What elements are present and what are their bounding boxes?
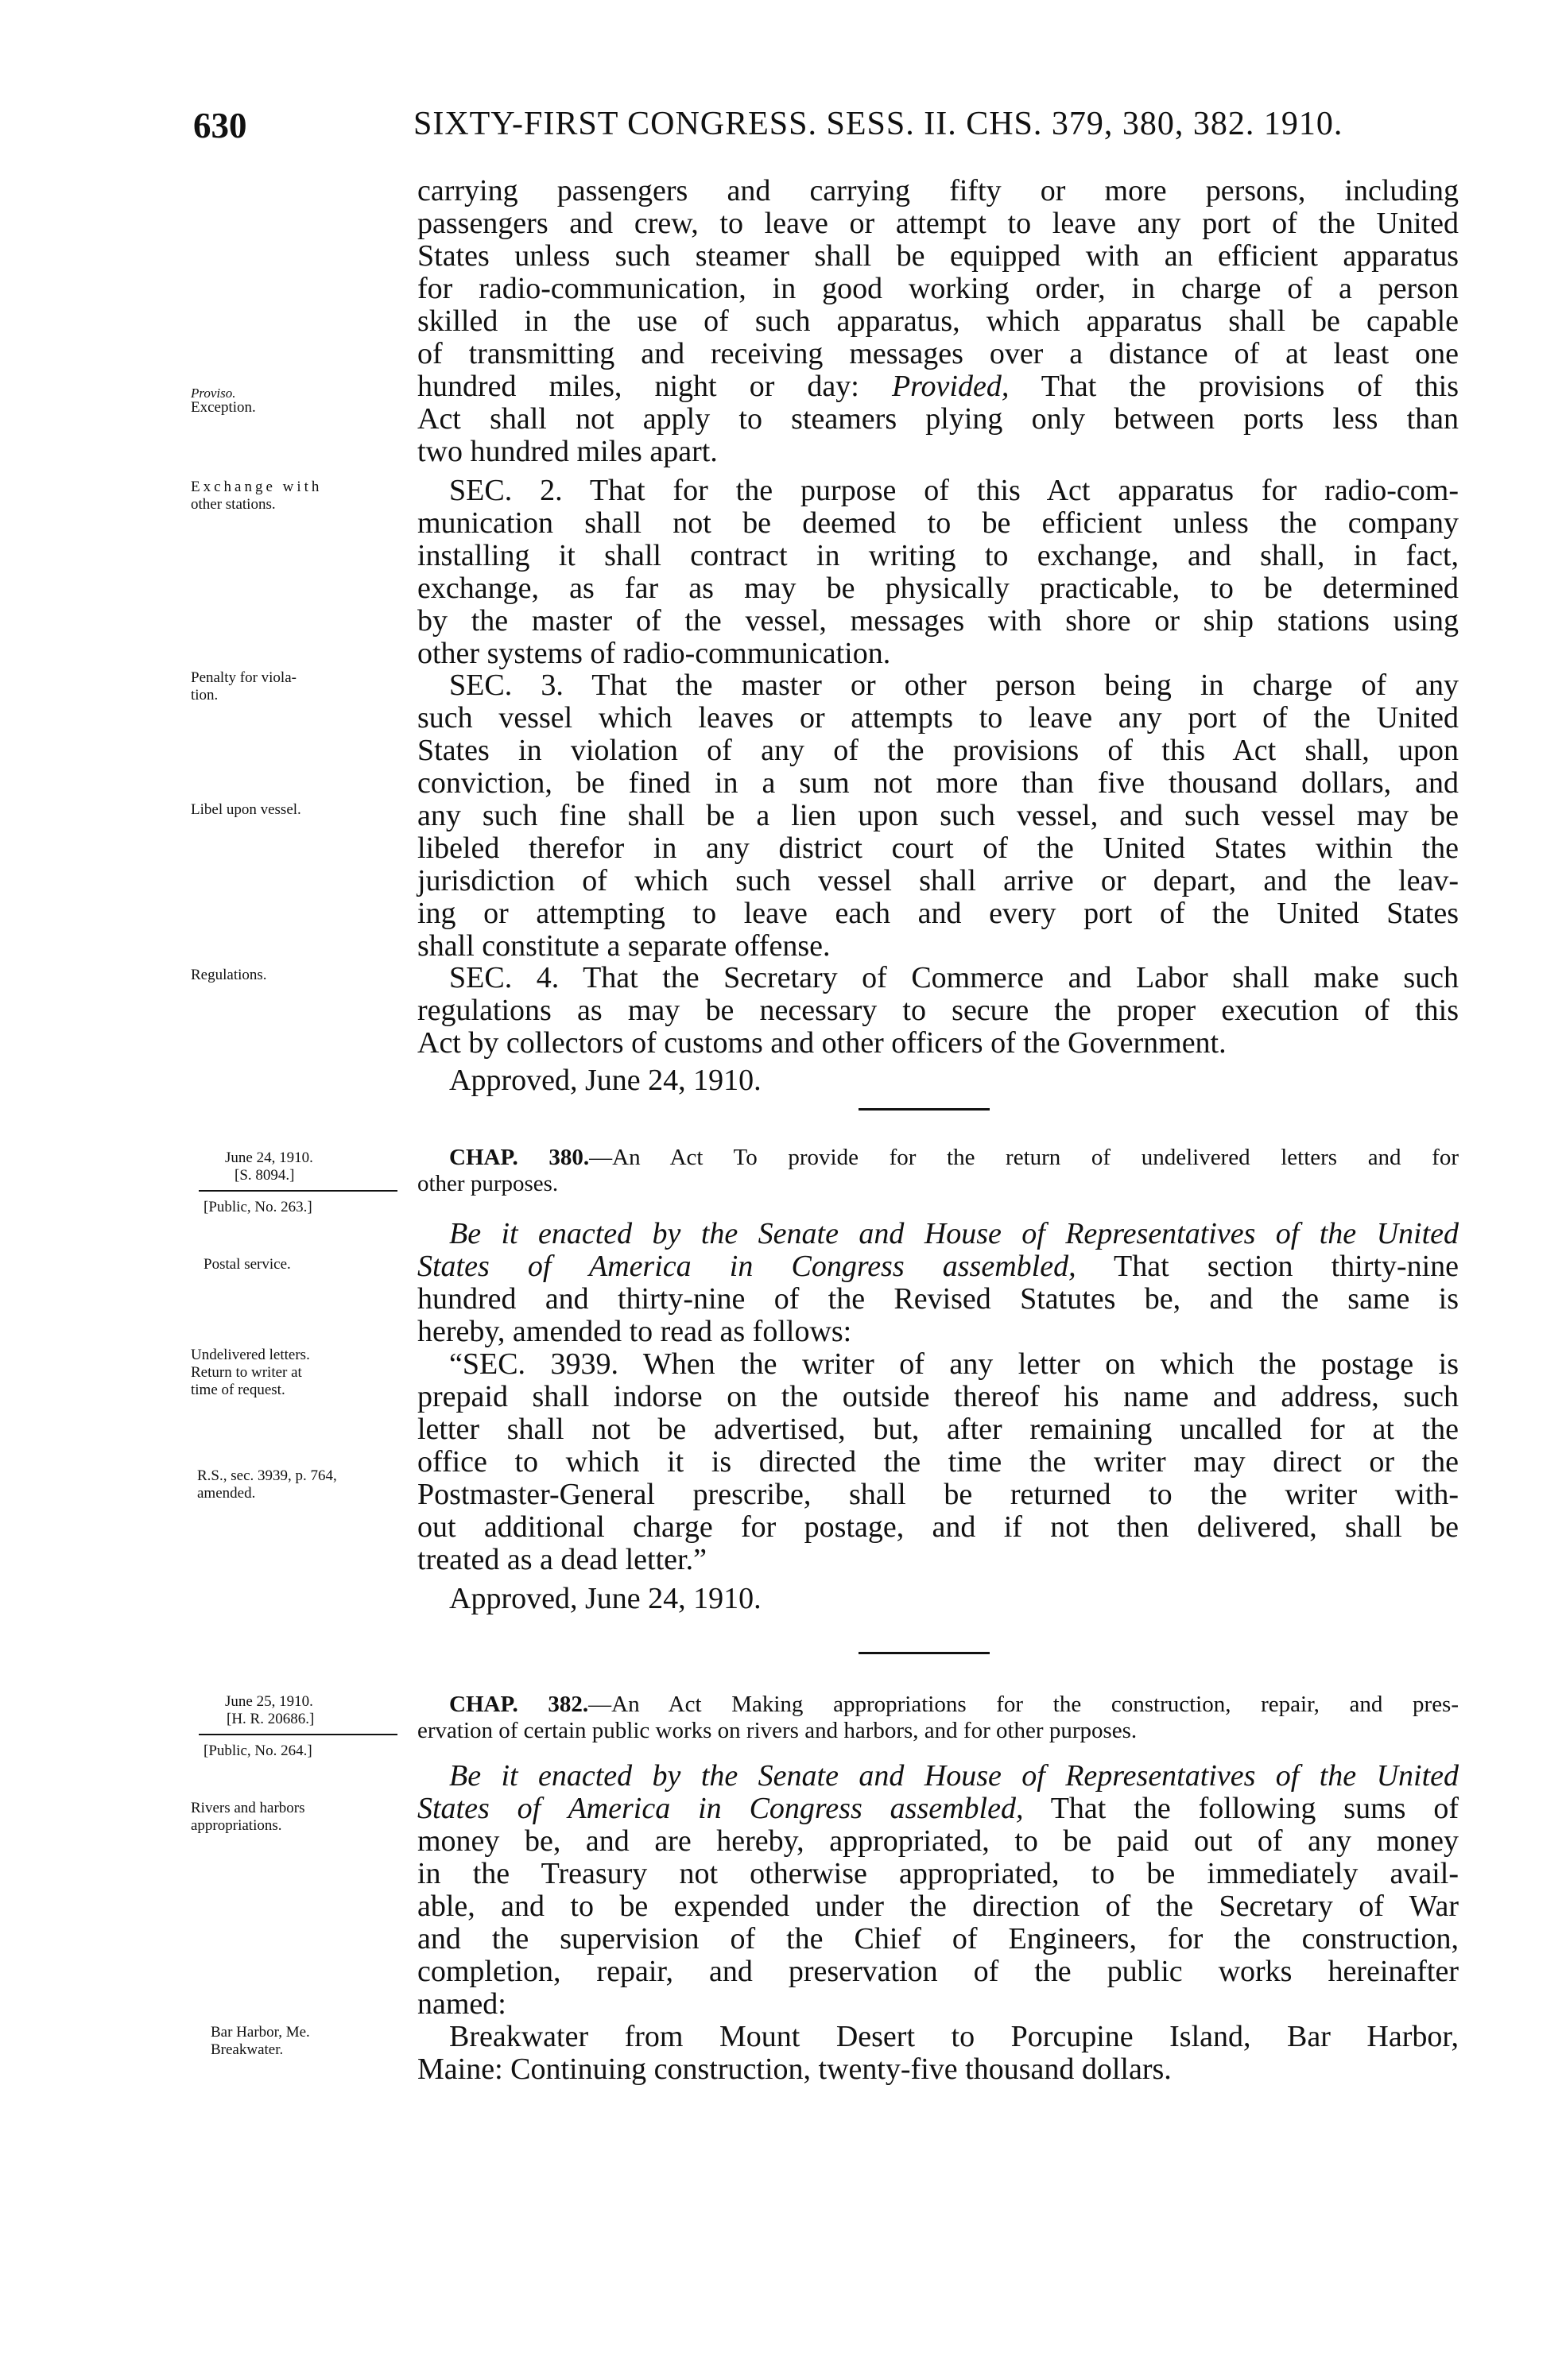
quoted-section-label: “SEC. 3939. — [449, 1347, 619, 1381]
margin-note-exchange: Exchange with other stations. — [191, 479, 323, 513]
chap380-bill: [S. 8094.] — [235, 1167, 295, 1184]
margin-note-exception: Exception. — [191, 399, 256, 416]
margin-note-postal: Postal service. — [204, 1256, 291, 1273]
chap382-public: [Public, No. 264.] — [204, 1742, 312, 1759]
margin-note-libel: Libel upon vessel. — [191, 801, 301, 818]
enacting-clause: Be it enacted by the Senate and House of Representatives of the United — [449, 1759, 1459, 1793]
margin-note-undelivered: Undelivered letters. Return to writer at time of request. — [191, 1347, 310, 1398]
chap380-title: CHAP. 380.—An Act To provide for the return of undelivered letters and for other purposes. — [417, 1145, 1459, 1196]
running-title: SIXTY-FIRST CONGRESS. SESS. II. CHS. 379, 380, 382. 1910. — [413, 106, 1343, 142]
section-label: SEC. 4. — [449, 961, 560, 994]
chap382-title: CHAP. 382.—An Act Making appropriations for the construction, repair, and pres- ervation of certain public works on rivers and harbors, and for other purposes. — [417, 1692, 1459, 1743]
chapter-label: CHAP. 380. — [449, 1145, 590, 1170]
chap380-text: Be it enacted by the Senate and House of Representatives of the United States of America in Congress assembled, That section thirty-nine hundred and thirty-nine of the Revised Statutes be, and the same is hereby, amended to read as follows: “SEC. 3939. When the writer of any letter on which the postage is prepaid shall indorse on the outside thereof his name and address, such letter shall not be advertised, but, after remaining uncalled for at the office to which it is directed the time the writer may direct or the Postmaster-General prescribe, shall be returned to the writer with- out additional charge for postage, and if not then delivered, shall be treated as a dead letter.” Approved, June 24, 1910. — [417, 1217, 1459, 1615]
margin-note-rivers: Rivers and harbors appropriations. — [191, 1800, 305, 1834]
margin-note-regulations: Regulations. — [191, 967, 267, 983]
section-1-text: carrying passengers and carrying fifty or more persons, including passengers and crew, to leave or attempt to leave any port of the United States unless such steamer shall be equipped with an efficient apparatus for radio-communication, in good working order, in charge of a person skilled in the use of such apparatus, which apparatus shall be capable of transmitting and receiving messages over a distance of at least one hundred miles, night or day: Provided, That the provisions of this Act shall not apply to steamers plying only between ports less than two hundred miles apart. — [417, 174, 1459, 468]
chap382-date: June 25, 1910. — [225, 1693, 313, 1710]
margin-note-penalty: Penalty for viola- tion. — [191, 669, 297, 704]
chap382-text: Be it enacted by the Senate and House of Representatives of the United States of America in Congress assembled, That the following sums of money be, and are hereby, appropriated, to be paid out of any money in the Treasury not otherwise appropriated, to be immediately avail- able, and to be expended under the direction of the Secretary of War and the supervision of the Chief of Engineers, for the construction, completion, repair, and preservation of the public works hereinafter named: Breakwater from Mount Desert to Porcupine Island, Bar Harbor, Maine: Continuing construction, twenty-five thousand dollars. — [417, 1759, 1459, 2086]
approved-line: Approved, June 24, 1910. — [449, 1064, 762, 1097]
note-rule — [199, 1734, 397, 1735]
approved-line: Approved, June 24, 1910. — [449, 1582, 762, 1615]
chap382-bill: [H. R. 20686.] — [227, 1711, 315, 1727]
proviso-word: Provided, — [891, 370, 1010, 403]
section-2-text: SEC. 2. That for the purpose of this Act apparatus for radio-com- munication shall not be deemed to be efficient unless the company installing it shall contract in writing to exchange, and shall, in fact, exchange, as far as may be physically practicable, to be determined by the master of the vessel, messages with shore or ship stations using other systems of radio-communication. — [417, 474, 1459, 670]
section-label: SEC. 2. — [449, 474, 563, 507]
margin-note-bar-harbor: Bar Harbor, Me. Breakwater. — [211, 2024, 310, 2058]
divider — [859, 1108, 990, 1111]
margin-note-proviso: Proviso. — [191, 386, 236, 401]
section-4-text: SEC. 4. That the Secretary of Commerce and Labor shall make such regulations as may be necessary to secure the proper execution of this Act by collectors of customs and other officers of the Government. Approved, June 24, 1910. — [417, 961, 1459, 1097]
margin-note-rs: R.S., sec. 3939, p. 764, amended. — [197, 1467, 337, 1502]
note-rule — [199, 1190, 397, 1192]
page-number: 630 — [193, 106, 247, 145]
divider — [859, 1652, 990, 1654]
chap380-public: [Public, No. 263.] — [204, 1199, 312, 1215]
enacting-clause: Be it enacted by the Senate and House of Representatives of the United — [449, 1217, 1459, 1250]
section-3-text: SEC. 3. That the master or other person being in charge of any such vessel which leaves or attempts to leave any port of the United States in violation of any of the provisions of this Act shall, upon conviction, be fined in a sum not more than five thousand dollars, and any such fine shall be a lien upon such vessel, and such vessel may be libeled therefor in any district court of the United States within the jurisdiction of which such vessel shall arrive or depart, and the leav- ing or attempting to leave each and every port of the United States shall constitute a separate offense. — [417, 669, 1459, 963]
chapter-label: CHAP. 382. — [449, 1692, 589, 1717]
section-label: SEC. 3. — [449, 669, 564, 702]
chap380-date: June 24, 1910. — [225, 1149, 313, 1166]
